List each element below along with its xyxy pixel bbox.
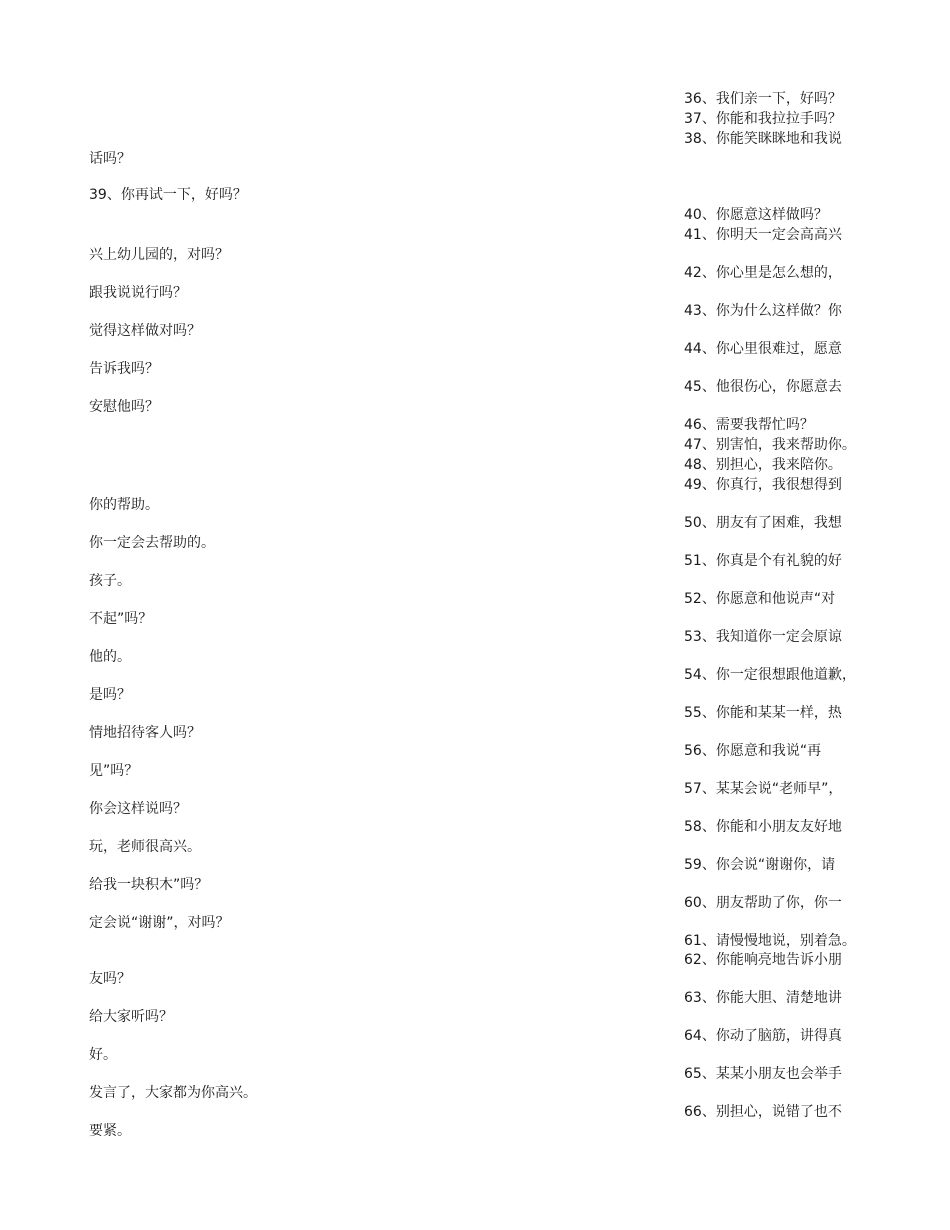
left-column-line: 情地招待客人吗？ [89, 725, 201, 741]
right-column-line: 54、你一定很想跟他道歉， [684, 667, 856, 683]
right-column-line: 62、你能响亮地告诉小朋 [684, 952, 842, 968]
left-column-line: 给大家听吗？ [89, 1009, 173, 1025]
left-column-line: 见”吗？ [89, 763, 139, 779]
right-column-line: 38、你能笑眯眯地和我说 [684, 131, 842, 147]
left-column-line: 定会说“谢谢”，对吗？ [89, 915, 230, 931]
right-column-line: 57、某某会说“老师早”， [684, 781, 843, 797]
right-column-line: 63、你能大胆、清楚地讲 [684, 990, 842, 1006]
right-column-line: 44、你心里很难过，愿意 [684, 341, 842, 357]
left-column-line: 友吗？ [89, 971, 131, 987]
right-column-line: 61、请慢慢地说，别着急。 [684, 933, 856, 949]
right-column-line: 37、你能和我拉拉手吗？ [684, 111, 842, 127]
left-column-line: 跟我说说行吗？ [89, 285, 187, 301]
right-column-line: 41、你明天一定会高高兴 [684, 227, 842, 243]
right-column-line: 49、你真行，我很想得到 [684, 477, 842, 493]
right-column-line: 60、朋友帮助了你，你一 [684, 895, 842, 911]
left-column-line: 39、你再试一下，好吗？ [89, 187, 247, 203]
left-column-line: 玩，老师很高兴。 [89, 839, 201, 855]
right-column-line: 47、别害怕，我来帮助你。 [684, 437, 856, 453]
right-column-line: 53、我知道你一定会原谅 [684, 629, 842, 645]
left-column-line: 要紧。 [89, 1123, 131, 1139]
right-column-line: 42、你心里是怎么想的， [684, 265, 842, 281]
left-column-line: 他的。 [89, 649, 131, 665]
right-column-line: 46、需要我帮忙吗？ [684, 417, 814, 433]
right-column-line: 59、你会说“谢谢你，请 [684, 857, 836, 873]
right-column-line: 50、朋友有了困难，我想 [684, 515, 842, 531]
left-column-line: 告诉我吗？ [89, 361, 159, 377]
left-column-line: 你一定会去帮助的。 [89, 535, 215, 551]
right-column-line: 52、你愿意和他说声“对 [684, 591, 836, 607]
right-column-line: 51、你真是个有礼貌的好 [684, 553, 842, 569]
left-column-line: 是吗？ [89, 687, 131, 703]
right-column-line: 66、别担心，说错了也不 [684, 1104, 842, 1120]
left-column-line: 不起”吗？ [89, 611, 153, 627]
left-column-line: 发言了，大家都为你高兴。 [89, 1085, 257, 1101]
left-column-line: 你会这样说吗？ [89, 801, 187, 817]
right-column-line: 56、你愿意和我说“再 [684, 743, 822, 759]
left-column-line: 你的帮助。 [89, 497, 159, 513]
right-column-line: 48、别担心，我来陪你。 [684, 457, 842, 473]
left-column-line: 觉得这样做对吗？ [89, 323, 201, 339]
left-column-line: 兴上幼儿园的，对吗？ [89, 247, 229, 263]
left-column-line: 好。 [89, 1047, 117, 1063]
right-column-line: 36、我们亲一下，好吗？ [684, 91, 842, 107]
right-column-line: 58、你能和小朋友友好地 [684, 819, 842, 835]
right-column-line: 55、你能和某某一样，热 [684, 705, 842, 721]
left-column-line: 孩子。 [89, 573, 131, 589]
right-column-line: 45、他很伤心，你愿意去 [684, 379, 842, 395]
right-column-line: 43、你为什么这样做？你 [684, 303, 842, 319]
left-column-line: 给我一块积木”吗？ [89, 877, 209, 893]
right-column-line: 64、你动了脑筋，讲得真 [684, 1028, 842, 1044]
left-column-line: 话吗？ [89, 151, 131, 167]
left-column-line: 安慰他吗？ [89, 399, 159, 415]
right-column-line: 65、某某小朋友也会举手 [684, 1066, 842, 1082]
right-column-line: 40、你愿意这样做吗？ [684, 207, 828, 223]
